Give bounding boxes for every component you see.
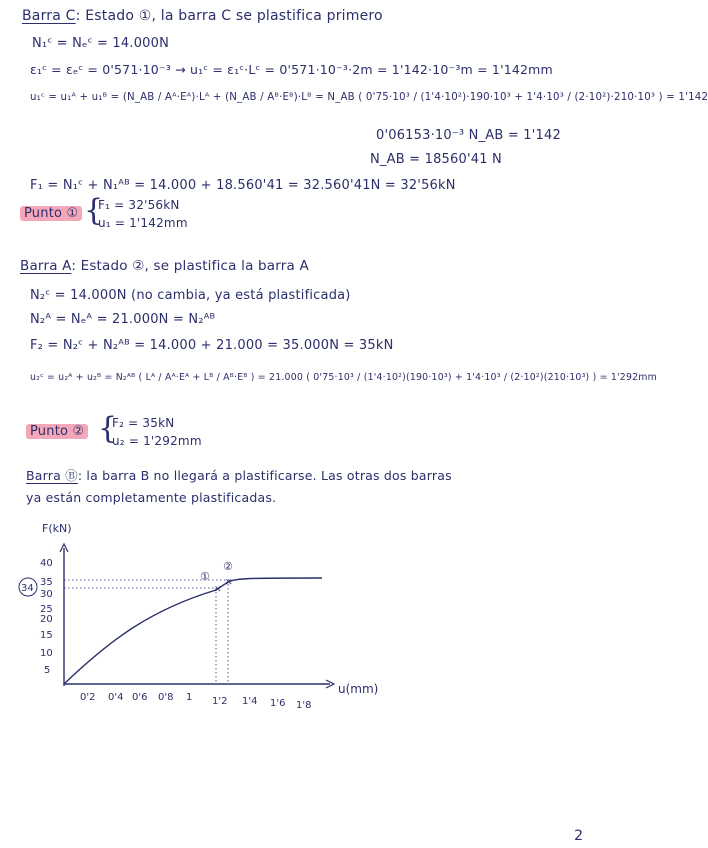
y-34-label: 34 [21,583,34,594]
section-a-title-rest: : Estado ②, se plastifica la barra A [71,258,309,274]
y-axis-label: F(kN) [42,522,72,535]
equation-displacement-a: u₂ᶜ = u₂ᴬ + u₂ᴮ = N₂ᴬᴮ ( Lᴬ / Aᴬ·Eᴬ + Lᴮ / Aᴮ·Eᴮ ) = 21.000 ( 0'75·10³ / (1'4·10²)(190·10³) + 1'4·10³ / (2·10²)(210·10³) ) = 1'292mm [30,372,657,383]
x-tick-08: 0'8 [158,692,174,703]
page-number: 2 [574,828,583,844]
section-c-heading: Barra C [22,8,76,24]
x-tick-1: 1 [186,692,193,703]
punto-2-force: F₂ = 35kN [112,416,175,430]
y-tick-10: 10 [40,648,53,659]
y-tick-20: 20 [40,614,53,625]
y-tick-35: 35 [40,577,53,588]
x-tick-16: 1'6 [270,698,286,709]
equation-displacement-c: u₁ᶜ = u₁ᴬ + u₁ᴮ = (N_AB / Aᴬ·Eᴬ)·Lᴬ + (N_AB / Aᴮ·Eᴮ)·Lᴮ = N_AB ( 0'75·10³ / (1'4·10²)·190·10³ + 1'4·10³ / (2·10²)·210·10³ ) = 1'142 [30,92,708,103]
section-b-text-2: ya están completamente plastificadas. [26,490,277,505]
force-displacement-curve [64,578,322,684]
x-tick-14: 1'4 [242,696,258,707]
section-a-title [20,258,309,274]
section-b-heading: Barra Ⓑ [26,468,78,483]
punto-1-highlight: Punto ① [20,206,82,221]
punto-1-force: F₁ = 32'56kN [98,198,180,212]
section-a-heading: Barra A [20,258,72,274]
section-b-text-1: : la barra B no llegará a plastificarse. Las otras dos barras [77,468,452,483]
x-axis-label: u(mm) [338,682,379,696]
y-ticks [40,558,53,676]
y-tick-15: 15 [40,630,53,641]
y-tick-40: 40 [40,558,53,569]
equation-strain-c: ε₁ᶜ = εₑᶜ = 0'571·10⁻³ → u₁ᶜ = ε₁ᶜ·Lᶜ = 0'571·10⁻³·2m = 1'142·10⁻³m = 1'142mm [30,62,553,77]
equation-f2: F₂ = N₂ᶜ + N₂ᴬᴮ = 14.000 + 21.000 = 35.000N = 35kN [30,338,394,353]
punto-1-label [20,206,82,221]
equation-nc2: N₂ᶜ = 14.000N (no cambia, ya está plastificada) [30,288,351,303]
equation-nab-coefficient: 0'06153·10⁻³ N_AB = 1'142 [376,128,561,143]
point-2-marker: ✕ [225,578,233,588]
point-2-label: ② [223,560,233,573]
section-c-title [22,8,383,24]
section-c-title-rest: : Estado ①, la barra C se plastifica primero [75,8,383,24]
equation-na2: N₂ᴬ = Nₑᴬ = 21.000N = N₂ᴬᴮ [30,312,216,327]
force-displacement-graph [0,510,601,750]
point-1-label: ① [200,570,210,583]
x-tick-12: 1'2 [212,696,228,707]
punto-2-highlight: Punto ② [26,424,88,439]
x-tick-02: 0'2 [80,692,96,703]
equation-f1: F₁ = N₁ᶜ + N₁ᴬᴮ = 14.000 + 18.560'41 = 32.560'41N = 32'56kN [30,178,456,193]
point-1-marker: ✕ [214,585,222,595]
x-ticks [80,692,311,711]
y-tick-25: 25 [40,604,53,615]
section-b-line-1 [26,466,452,484]
equation-nc1: N₁ᶜ = Nₑᶜ = 14.000N [32,36,170,51]
punto-1-brace: { [84,193,104,228]
y-tick-30: 30 [40,589,53,600]
x-tick-18: 1'8 [296,700,312,711]
equation-nab-value: N_AB = 18560'41 N [370,152,502,167]
punto-2-label [26,424,88,439]
y-tick-5: 5 [44,665,51,676]
x-tick-06: 0'6 [132,692,148,703]
x-tick-04: 0'4 [108,692,124,703]
punto-1-displacement: u₁ = 1'142mm [98,216,188,230]
punto-2-displacement: u₂ = 1'292mm [112,434,202,448]
punto-2-brace: { [98,411,118,446]
